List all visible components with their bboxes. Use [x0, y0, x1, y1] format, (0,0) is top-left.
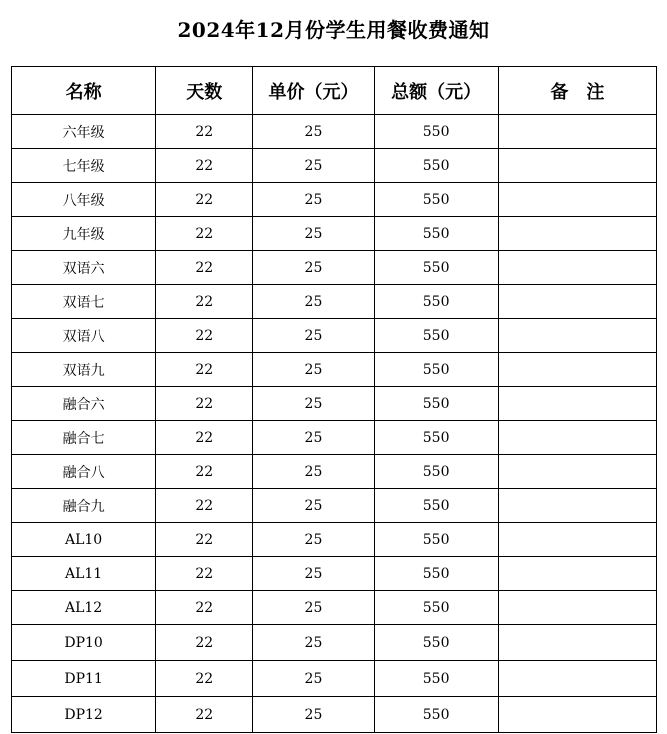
cell-unit-price: 25	[253, 421, 374, 455]
cell-days: 22	[156, 217, 253, 251]
table-row	[12, 285, 657, 319]
cell-name: 融合六	[12, 387, 156, 421]
cell-unit-price: 25	[253, 217, 374, 251]
cell-note	[498, 455, 656, 489]
cell-name: 融合七	[12, 421, 156, 455]
cell-days: 22	[156, 697, 253, 733]
cell-note	[498, 523, 656, 557]
cell-total: 550	[374, 353, 498, 387]
table-header-row	[12, 67, 657, 115]
cell-note	[498, 661, 656, 697]
cell-name: 九年级	[12, 217, 156, 251]
cell-total: 550	[374, 183, 498, 217]
header-name: 名称	[12, 67, 156, 115]
cell-name: 七年级	[12, 149, 156, 183]
cell-note	[498, 625, 656, 661]
table-row	[12, 115, 657, 149]
table-row	[12, 455, 657, 489]
cell-note	[498, 319, 656, 353]
cell-note	[498, 217, 656, 251]
cell-days: 22	[156, 455, 253, 489]
cell-days: 22	[156, 251, 253, 285]
cell-name: 八年级	[12, 183, 156, 217]
cell-note	[498, 183, 656, 217]
cell-days: 22	[156, 353, 253, 387]
table-row	[12, 661, 657, 697]
cell-unit-price: 25	[253, 387, 374, 421]
cell-unit-price: 25	[253, 697, 374, 733]
cell-days: 22	[156, 625, 253, 661]
cell-name: 双语六	[12, 251, 156, 285]
table-row	[12, 183, 657, 217]
table-body	[12, 115, 657, 733]
cell-days: 22	[156, 661, 253, 697]
cell-days: 22	[156, 285, 253, 319]
cell-note	[498, 557, 656, 591]
cell-unit-price: 25	[253, 523, 374, 557]
cell-total: 550	[374, 319, 498, 353]
cell-unit-price: 25	[253, 625, 374, 661]
table-row	[12, 149, 657, 183]
cell-days: 22	[156, 149, 253, 183]
cell-total: 550	[374, 661, 498, 697]
cell-days: 22	[156, 115, 253, 149]
cell-note	[498, 591, 656, 625]
cell-note	[498, 115, 656, 149]
table-row	[12, 625, 657, 661]
cell-total: 550	[374, 455, 498, 489]
table-row	[12, 319, 657, 353]
cell-name: 双语八	[12, 319, 156, 353]
cell-total: 550	[374, 489, 498, 523]
cell-days: 22	[156, 489, 253, 523]
table-row	[12, 251, 657, 285]
table-row	[12, 353, 657, 387]
cell-total: 550	[374, 285, 498, 319]
cell-days: 22	[156, 523, 253, 557]
cell-name: 融合九	[12, 489, 156, 523]
cell-note	[498, 387, 656, 421]
meal-fee-table	[11, 66, 657, 733]
cell-name: DP11	[12, 661, 156, 697]
cell-days: 22	[156, 319, 253, 353]
cell-unit-price: 25	[253, 353, 374, 387]
cell-name: DP12	[12, 697, 156, 733]
cell-note	[498, 285, 656, 319]
table-row	[12, 489, 657, 523]
cell-unit-price: 25	[253, 115, 374, 149]
cell-total: 550	[374, 387, 498, 421]
cell-days: 22	[156, 421, 253, 455]
cell-unit-price: 25	[253, 661, 374, 697]
table-row	[12, 217, 657, 251]
cell-unit-price: 25	[253, 251, 374, 285]
table-row	[12, 591, 657, 625]
document-title: 2024年12月份学生用餐收费通知	[177, 18, 490, 42]
cell-note	[498, 489, 656, 523]
cell-total: 550	[374, 115, 498, 149]
cell-total: 550	[374, 625, 498, 661]
cell-unit-price: 25	[253, 319, 374, 353]
cell-days: 22	[156, 183, 253, 217]
cell-unit-price: 25	[253, 149, 374, 183]
cell-total: 550	[374, 217, 498, 251]
header-total: 总额（元）	[374, 67, 498, 115]
cell-days: 22	[156, 557, 253, 591]
cell-unit-price: 25	[253, 557, 374, 591]
cell-total: 550	[374, 591, 498, 625]
cell-unit-price: 25	[253, 455, 374, 489]
cell-name: AL12	[12, 591, 156, 625]
header-days: 天数	[156, 67, 253, 115]
cell-note	[498, 149, 656, 183]
cell-name: AL11	[12, 557, 156, 591]
cell-note	[498, 353, 656, 387]
cell-days: 22	[156, 591, 253, 625]
cell-unit-price: 25	[253, 591, 374, 625]
cell-name: 双语九	[12, 353, 156, 387]
cell-name: AL10	[12, 523, 156, 557]
cell-unit-price: 25	[253, 285, 374, 319]
cell-name: 六年级	[12, 115, 156, 149]
cell-total: 550	[374, 557, 498, 591]
cell-note	[498, 251, 656, 285]
cell-note	[498, 421, 656, 455]
cell-total: 550	[374, 421, 498, 455]
cell-name: 双语七	[12, 285, 156, 319]
table-row	[12, 557, 657, 591]
cell-total: 550	[374, 251, 498, 285]
header-unit-price: 单价（元）	[253, 67, 374, 115]
cell-days: 22	[156, 387, 253, 421]
cell-note	[498, 697, 656, 733]
table-row	[12, 523, 657, 557]
cell-unit-price: 25	[253, 183, 374, 217]
cell-name: 融合八	[12, 455, 156, 489]
table-row	[12, 387, 657, 421]
cell-total: 550	[374, 149, 498, 183]
header-note: 备 注	[498, 67, 656, 115]
cell-total: 550	[374, 697, 498, 733]
cell-unit-price: 25	[253, 489, 374, 523]
table-row	[12, 421, 657, 455]
table-row	[12, 697, 657, 733]
cell-name: DP10	[12, 625, 156, 661]
cell-total: 550	[374, 523, 498, 557]
